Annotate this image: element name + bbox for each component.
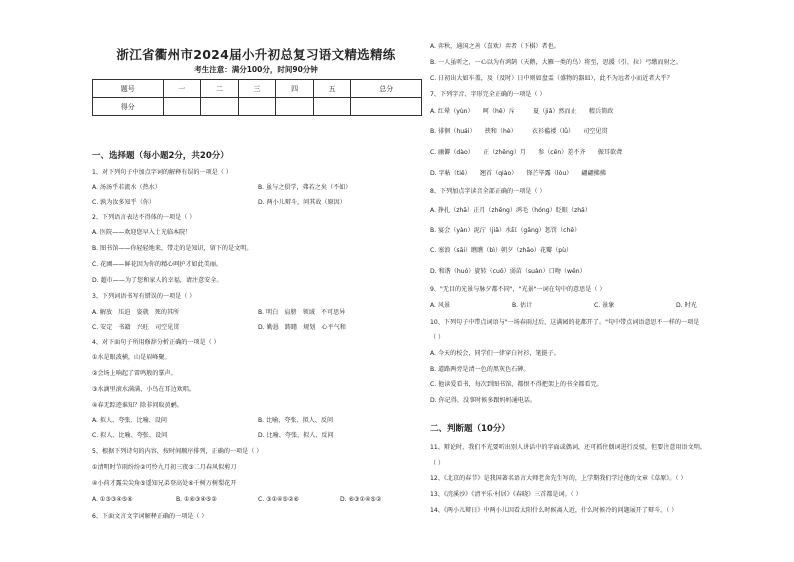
sentence-text: ①水是眼波横，山是眉峰聚。: [92, 354, 171, 361]
score-cell: [201, 98, 239, 116]
option-text: A. 医院——欢迎您早入土光临本院！: [92, 229, 192, 236]
option-text: C. 花圃——鲜花因为你的精心呵护才如此美丽。: [92, 261, 223, 268]
sentence-text: ③水滴里滚水满满，小鸟在耳边欢唱。: [92, 386, 195, 393]
option-text: D. ⑥③①④⑤②: [340, 496, 382, 503]
question-text: （ ）: [430, 460, 445, 467]
score-table-header: 四: [276, 80, 314, 98]
sentence-text: ④小荷才露尖尖角⑤遥知兄弟登高处⑥千树万树梨花开: [92, 480, 237, 487]
option-text: D. 比喻、夸张、拟人、反问: [258, 432, 334, 439]
option-text: B. ①⑥③④⑤②: [176, 496, 217, 503]
option-text: C. 孰为汝多知乎（你）: [92, 199, 155, 206]
option-text: D. 超市——为了您和家人的幸福，请注意安全。: [92, 277, 223, 284]
score-cell: [238, 98, 276, 116]
question-text: 4、对下面句子所用修辞分析正确的一项是（ ）: [92, 339, 220, 346]
page-title: 浙江省衢州市2024届小升初总复习语文精选精练: [116, 47, 396, 62]
option-text: A. 弈秋，通国之善（喜欢）弈者（下棋）者也。: [430, 43, 560, 50]
question-text: 13、《浣溪沙》《清平乐·村居》《春晓》三首都是词。（ ）: [430, 491, 582, 498]
option-text: B. 徘徊（huái） 挟和（hè） 衣衫褴褛（lǚ） 司空见贯: [430, 128, 608, 135]
question-text: 7、下列字音、字形完全正确的一项是（ ）: [430, 91, 546, 98]
question-text: 14、《两小儿辩日》中两小儿因看太阳什么时候离人近，什么时候冷的问题展开了辩斗。（ ）: [430, 507, 678, 514]
question-text: 11、辩论时，我们不光要听出别人讲话中的字面或偶词，还可抓住偶词进行反驳，但要注意用语文明。: [430, 444, 706, 451]
option-text: D. 字帖（tiē） 翘首（qiào） 锋芒毕露（lòu） 翩翩拂拂: [430, 170, 606, 177]
question-text: 6、下面文言文字词解释正确的一项是（ ）: [92, 513, 208, 520]
score-table-header: 题号: [93, 80, 164, 98]
question-text: 10、下列句子中带点词语与"一场春雨过后，这满园的花都开了。"句中带点词语意思不一样的一项是: [430, 319, 700, 326]
score-table-header: 一: [163, 80, 201, 98]
section-heading-judge: 二、判断题（10分）: [430, 424, 510, 434]
score-table-header: 五: [313, 80, 351, 98]
left-column: [88, 0, 424, 562]
option-text: C. 拟人、比喻、夸张、设问: [92, 432, 168, 439]
option-text: C. 塞浪（sāi）瞧瞧（bì）朝夕（zhāo）花瓣（pù）: [430, 247, 573, 254]
sentence-text: ②会场上响起了雷鸣般的掌声。: [92, 370, 177, 377]
score-table-header-row: [93, 80, 422, 98]
option-text: D. 两小儿辩斗，问其故（原因）: [258, 199, 346, 206]
score-cell: [163, 98, 201, 116]
sentence-text: ④春无踪迹谁知？除非问取黄鹂。: [92, 402, 183, 409]
option-text: B. 一人虽听之，一心以为有鸿鹄（天鹅，大雁一类的鸟）将至，思援（引，拉）弓缴而射之。: [430, 59, 682, 66]
option-text: A. 汤汤乎若流水（热水）: [92, 184, 161, 191]
question-text: 2、下列语言表达不得体的一项是（ ）: [92, 214, 196, 221]
option-text: C. 景象: [594, 302, 615, 309]
exam-notice: 考生注意：满分100分，时间90分钟: [194, 65, 318, 74]
option-text: D. 你记得，没事时候多跟妈妈通电话。: [430, 397, 537, 404]
score-cell: [313, 98, 351, 116]
question-text: 9、"无目的光景与脉夕都不同"，"光景"一词在句中的意思是（ ）: [430, 286, 606, 293]
question-text: （ ）: [430, 334, 445, 341]
option-text: B. 比喻、夸张、拟人、反问: [258, 417, 334, 424]
option-text: C. 幽僻（dào） 正（zhēng）月 参（cēn）差不齐 振耳欲聋: [430, 149, 623, 156]
option-text: A. 红晕（yùn） 呵（hē）斥 夏（jiǎ）然而止 精兵简政: [430, 108, 614, 115]
option-text: D. 和谐（huó）旋转（cuō）弱苗（suàn）口吻（wěn）: [430, 268, 586, 275]
score-cell: [351, 98, 422, 116]
option-text: A. 解放 压迫 姿就 死的其所: [92, 309, 180, 316]
score-table-header: 总分: [351, 80, 422, 98]
option-text: A. 挣扎（zhā）正月（zhēng）鸿毛（hóng）眨眼（zhǎ）: [430, 207, 591, 214]
option-text: C. ③①④⑤②⑥: [258, 496, 299, 503]
score-cell: [276, 98, 314, 116]
option-text: C. 日初出大如车盖，及（及时）日中则如盘盂（盛物的器皿），此不为远者小而近者大乎？: [430, 75, 673, 82]
question-text: 3、下列词语书写有错误的一项是（ ）: [92, 293, 196, 300]
option-text: C. 他读爱看书，每次到图书馆，都恨不得把架上的书全都看完。: [430, 381, 603, 388]
score-table: [92, 79, 422, 116]
section-heading-choice: 一、选择题（每小题2分，共20分）: [92, 151, 229, 161]
option-text: B. 估计: [512, 302, 533, 309]
score-table-score-row: [93, 98, 422, 116]
option-text: A. 风景: [430, 302, 451, 309]
question-text: 12、《北京的春节》是我国著名语言大师老舍先生写的，上学期我们学过他的文章《草原》。（ ）: [430, 475, 687, 482]
score-table-header: 二: [201, 80, 239, 98]
option-text: A. 今天的校会，同学们一律穿白衬衫，笔挺子。: [430, 350, 560, 357]
question-text: 8、下列加点字读音全部正确的一项是（ ）: [430, 188, 546, 195]
question-text: 1、对下列句子中加点字词的解释有误的一项是（ ）: [92, 169, 232, 176]
option-text: B. 道路两旁是清一色的黑灰色石碑。: [430, 366, 530, 373]
option-text: A. ①③③④⑤⑥: [92, 496, 133, 503]
right-column: [430, 0, 760, 562]
option-text: B. 宴会（yàn）泥泞（jiǎ）水缸（gāng）惩罚（chě）: [430, 227, 581, 234]
option-text: B. 虽与之俱学，弗若之矣（不如）: [258, 184, 352, 191]
option-text: B. 明白 肩膀 领域 不可思异: [258, 309, 346, 316]
option-text: D. 时光: [676, 302, 697, 309]
option-text: B. 图书馆——你轻轻地来，带走的是知识，留下的是文明。: [92, 245, 253, 252]
score-row-label: 得分: [93, 98, 164, 116]
sentence-text: ①清明时节雨纷纷②可怜九月初三夜③二月春风似剪刀: [92, 464, 237, 471]
option-text: C. 安定 书籍 兴旺 司空见贯: [92, 324, 180, 331]
option-text: D. 勤恳 踌躇 规划 心平气和: [258, 324, 346, 331]
option-text: A. 拟人、夸张、比喻、设问: [92, 417, 167, 424]
score-table-header: 三: [238, 80, 276, 98]
question-text: 5、根据下列诗句的内容，按时间顺序排列，正确的一项是（ ）: [92, 448, 263, 455]
